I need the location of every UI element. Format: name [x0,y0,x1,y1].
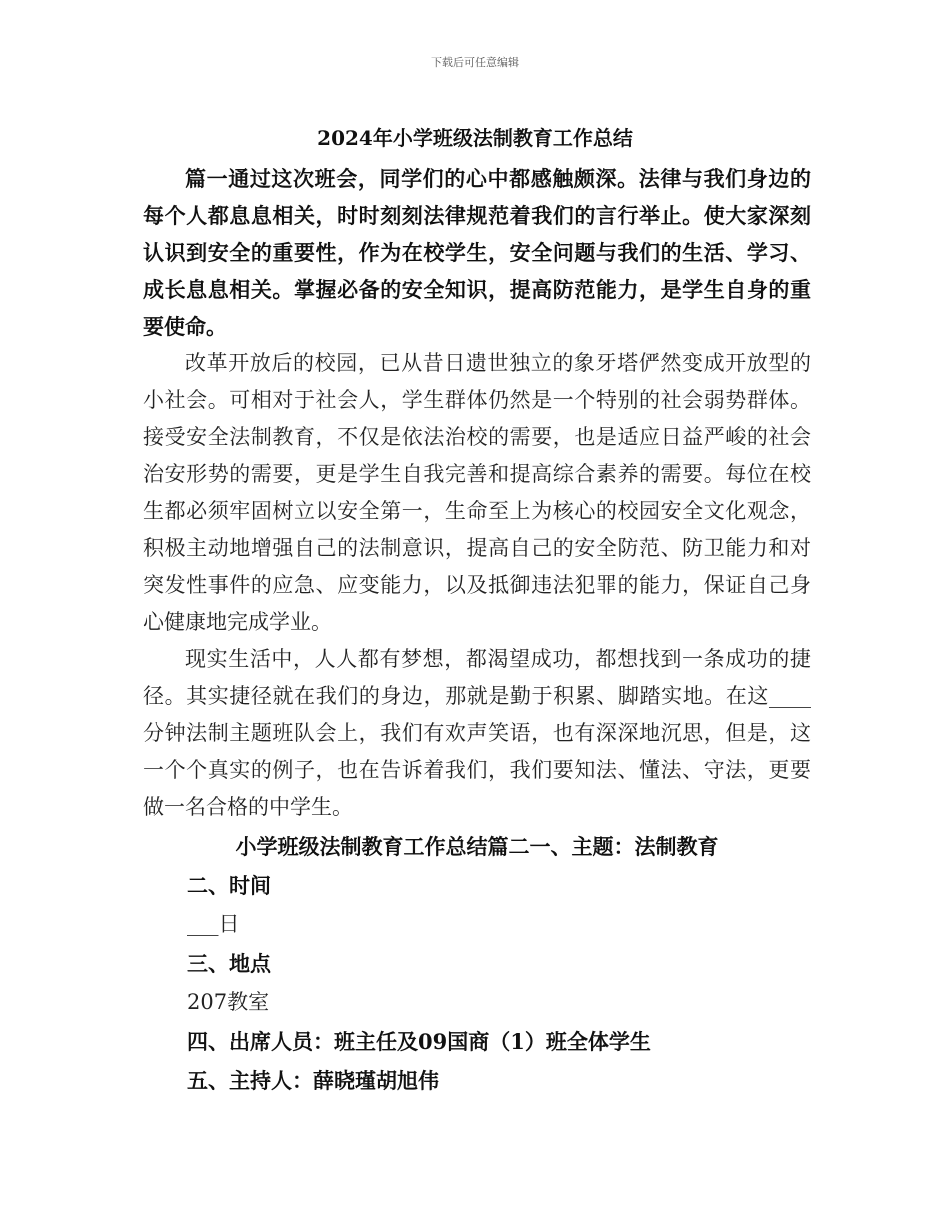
place-label: 三、地点 [187,951,271,976]
time-label: 二、时间 [187,873,271,898]
intro-paragraph: 篇一通过这次班会，同学们的心中都感触颇深。法律与我们身边的每个人都息息相关，时时刻刻法律规范着我们的言行举止。使大家深刻认识到安全的重要性，作为在校学生，安全问题与我们的生活、学习、成长息息相关。掌握必备的安全知识，提高防范能力，是学生自身的重要使命。 [143,166,811,339]
paragraph-3: 现实生活中，人人都有梦想，都渴望成功，都想找到一条成功的捷径。其实捷径就在我们的身边，那就是勤于积累、脚踏实地。在这____分钟法制主题班队会上，我们有欢声笑语，也有深深地沉思，但是，这一个个真实的例子，也在告诉着我们，我们要知法、懂法、守法，更要做一名合格的中学生。 [143,647,811,819]
time-value: ___日 [187,912,240,936]
document-body [143,160,811,1099]
paragraph-2: 改革开放后的校园，已从昔日遗世独立的象牙塔俨然变成开放型的小社会。可相对于社会人，学生群体仍然是一个特别的社会弱势群体。接受安全法制教育，不仅是依法治校的需要，也是适应日益严峻的社会治安形势的需要，更是学生自我完善和提高综合素养的需要。每位在校生都必须牢固树立以安全第一，生命至上为核心的校园安全文化观念，积极主动地增强自己的法制意识，提高自己的安全防范、防卫能力和对突发性事件的应急、应变能力，以及抵御违法犯罪的能力，保证自己身心健康地完成学业。 [143,351,811,634]
section-heading: 小学班级法制教育工作总结篇二一、主题：法制教育 [235,834,719,859]
document-title: 2024年小学班级法制教育工作总结 [317,126,633,150]
place-value: 207教室 [187,990,270,1014]
page-header: 下载后可任意编辑 [431,56,519,69]
attendees-item: 四、出席人员：班主任及09国商（1）班全体学生 [187,1029,651,1054]
host-item: 五、主持人：薛晓瑾胡旭伟 [187,1068,439,1093]
